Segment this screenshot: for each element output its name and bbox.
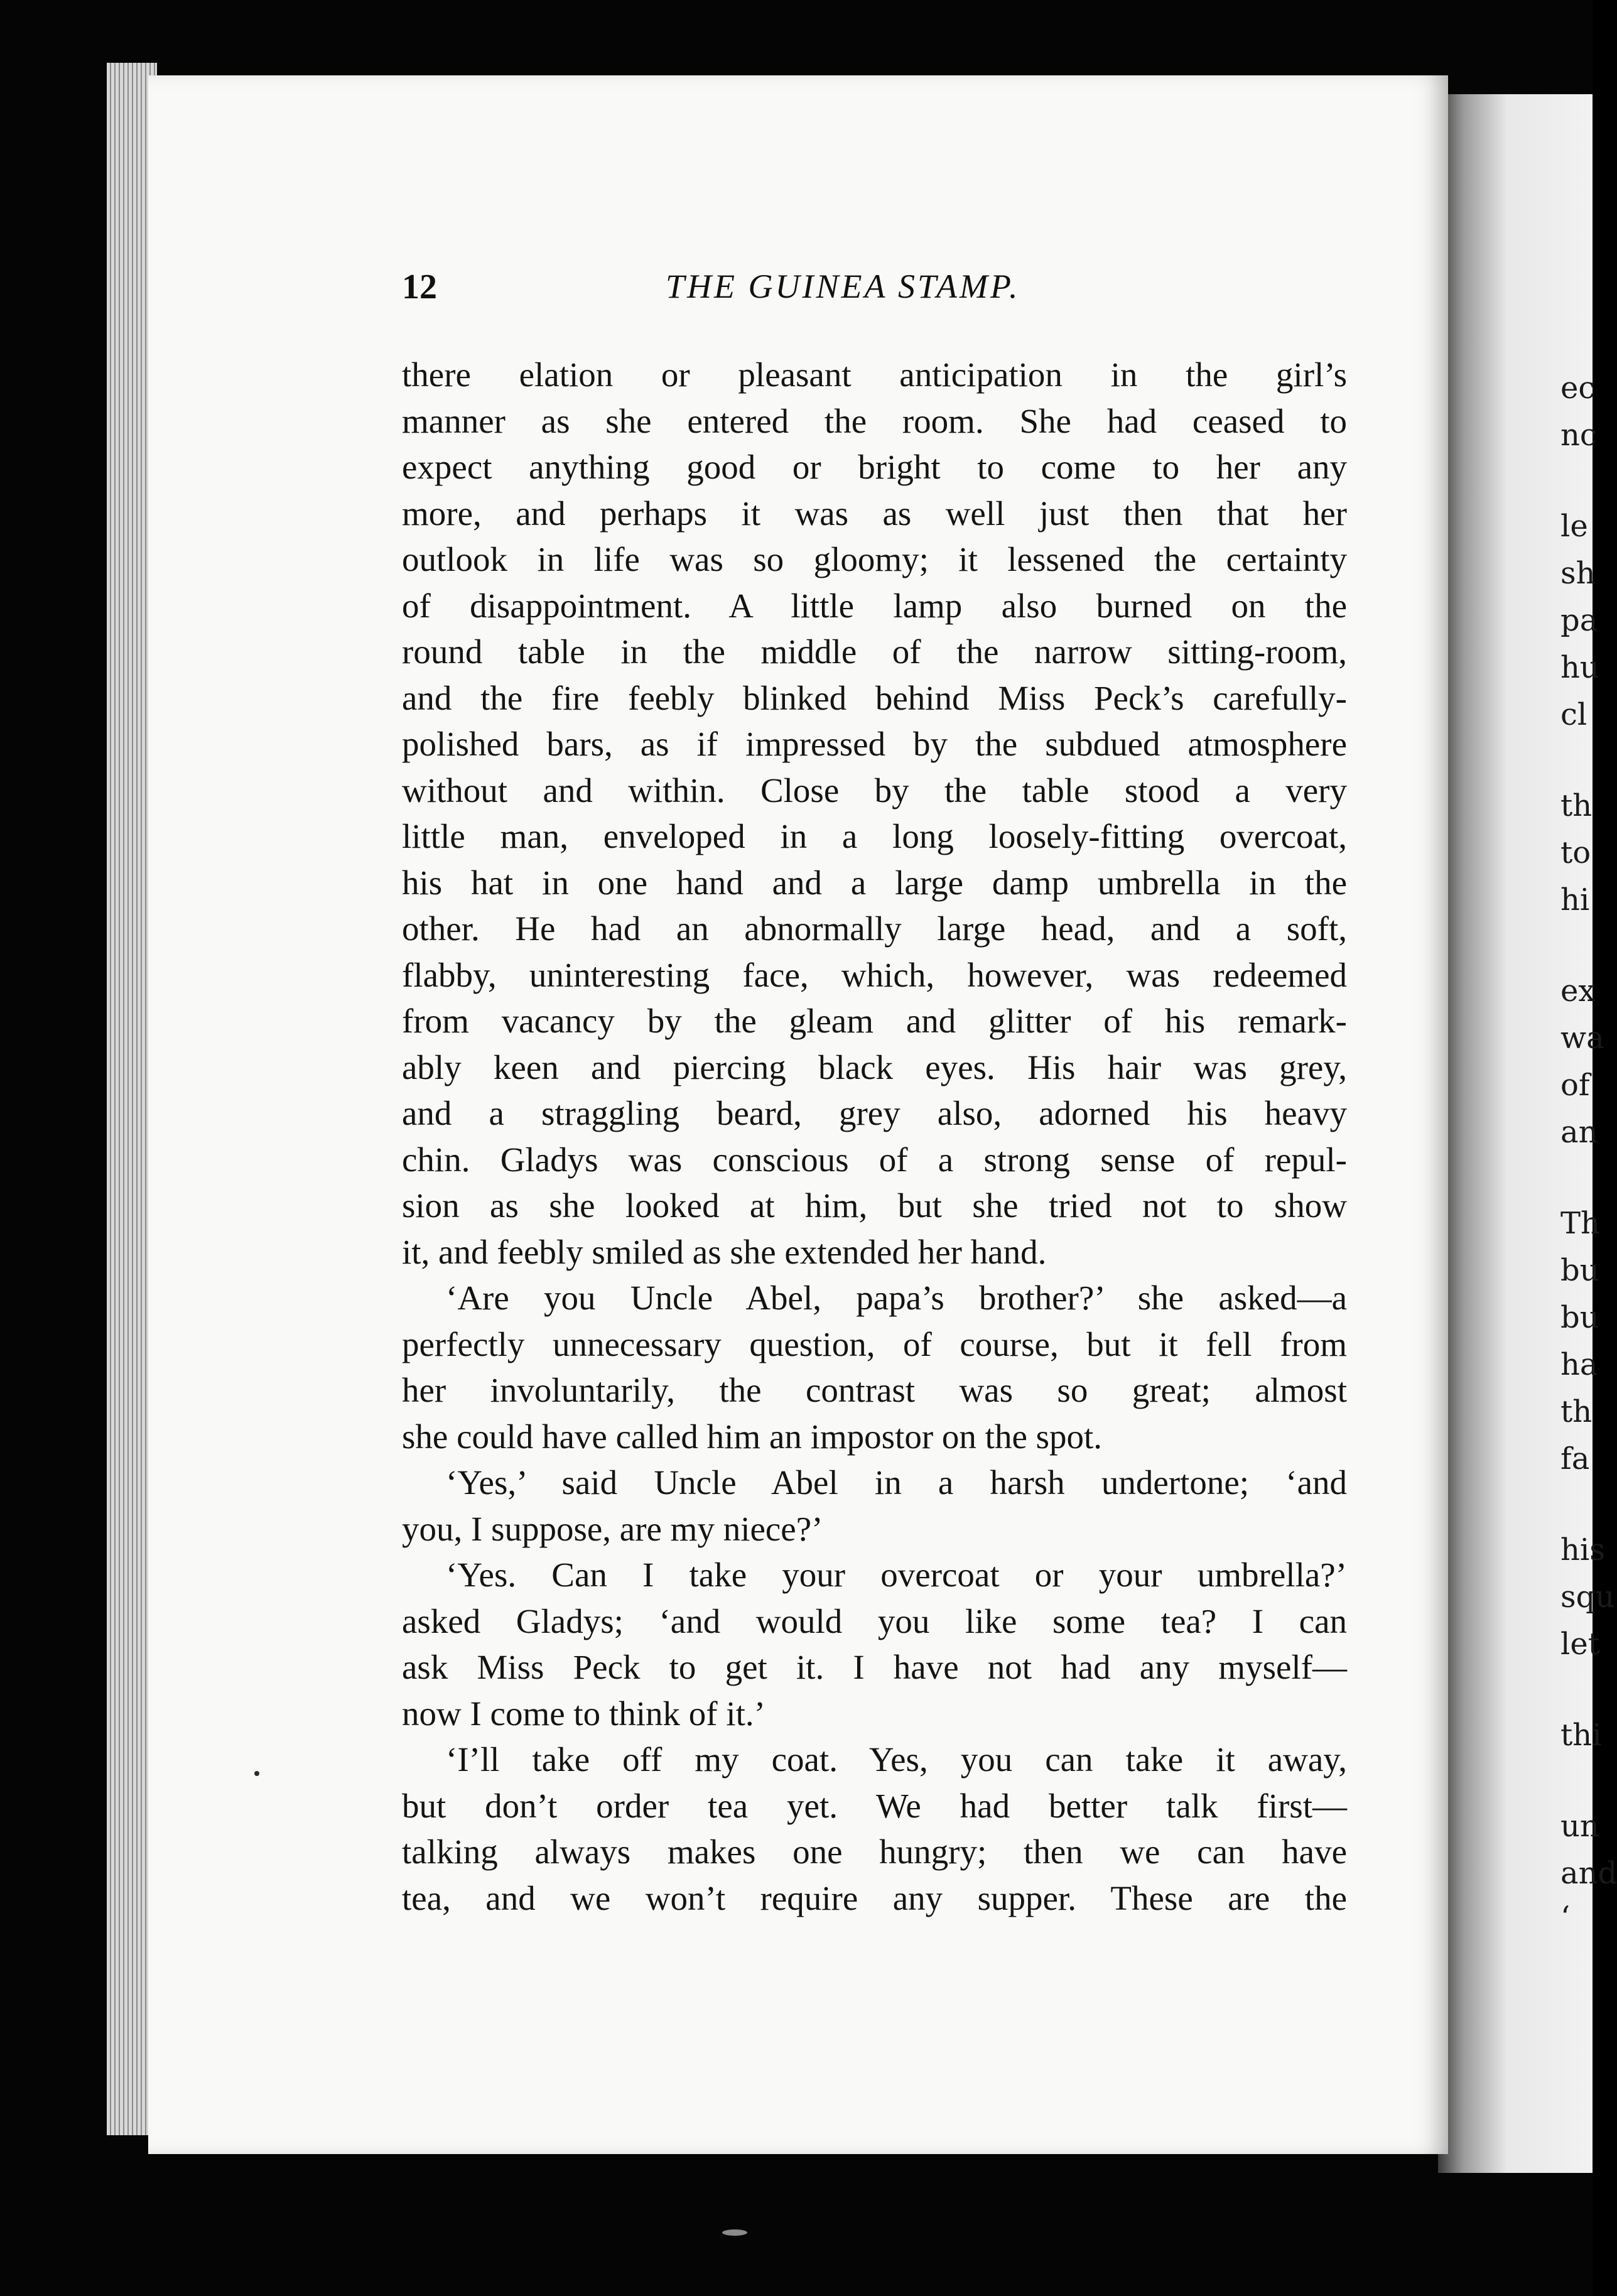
running-title: THE GUINEA STAMP. [666,268,1020,305]
text-line: it, and feebly smiled as she extended her hand. [402,1232,1047,1271]
text-line: tea, and we won’t require any supper. These are the [402,1878,1347,1917]
text-line: there elation or pleasant anticipation in the girl’s [402,355,1347,394]
text-line: chin. Gladys was conscious of a strong sense of repul- [402,1140,1347,1179]
text-line: expect anything good or bright to come to her any [402,448,1347,486]
facing-fragment: and [1560,1856,1617,1891]
facing-fragment: thi [1560,1718,1602,1753]
facing-fragment: pa [1560,603,1598,638]
facing-fragment: le [1560,509,1588,544]
facing-fragment: to [1560,835,1591,870]
text-line: ‘Yes,’ said Uncle Abel in a harsh undertone; ‘and [446,1463,1347,1502]
facing-fragment: un [1560,1809,1599,1844]
facing-fragment: of [1560,1068,1590,1103]
page-number: 12 [402,268,437,306]
text-line: asked Gladys; ‘and would you like some tea? I can [402,1601,1347,1640]
facing-fragment: bu [1560,1253,1599,1288]
text-line: ‘I’ll take off my coat. Yes, you can take it away, [446,1740,1347,1779]
facing-fragment: let [1560,1627,1601,1662]
text-line: little man, enveloped in a long loosely-fitting overcoat, [402,817,1347,855]
text-line: ‘Are you Uncle Abel, papa’s brother?’ she asked—a [446,1279,1347,1317]
text-line: other. He had an abnormally large head, and a soft, [402,909,1347,948]
text-line: without and within. Close by the table stood a very [402,771,1347,810]
text-line: she could have called him an impostor on the spot. [402,1417,1103,1456]
text-line: and the fire feebly blinked behind Miss Peck’s carefully- [402,678,1347,717]
text-line: manner as she entered the room. She had ceased to [402,401,1347,440]
text-line: but don’t order tea yet. We had better talk first— [402,1786,1347,1825]
facing-fragment: th [1560,788,1593,823]
text-line: now I come to think of it.’ [402,1694,765,1733]
scan-speck [254,1771,259,1776]
text-line: from vacancy by the gleam and glitter of his remark- [402,1002,1347,1040]
facing-fragment: wa [1560,1021,1604,1056]
facing-fragment: bu [1560,1300,1599,1335]
text-line: ‘Yes. Can I take your overcoat or your umbrella?’ [446,1556,1347,1594]
facing-fragment: th [1560,1394,1593,1429]
text-line: ask Miss Peck to get it. I have not had any myself— [402,1648,1347,1686]
facing-fragment: ha [1560,1347,1598,1382]
text-line: you, I suppose, are my niece?’ [402,1509,823,1548]
facing-fragment: fa [1560,1441,1590,1476]
text-line: his hat in one hand and a large damp umbrella in the [402,863,1347,902]
facing-fragment: ‘ [1560,1900,1571,1935]
text-line: of disappointment. A little lamp also burned on the [402,586,1347,625]
body-text [402,352,1347,1921]
facing-fragment: squ [1560,1579,1615,1615]
facing-fragment: nc [1560,418,1597,453]
text-line: her involuntarily, the contrast was so great; almost [402,1371,1347,1409]
scan-speck [722,2229,747,2236]
text-line: polished bars, as if impressed by the subdued atmosphere [402,725,1347,763]
text-line: flabby, uninteresting face, which, however, was redeemed [402,955,1347,994]
facing-fragment: his [1560,1532,1605,1568]
facing-fragment: cl [1560,697,1587,732]
facing-fragment: Th [1560,1206,1600,1241]
facing-fragment: ec [1560,371,1596,406]
text-line: perfectly unnecessary question, of course, but it fell from [402,1324,1347,1363]
text-line: and a straggling beard, grey also, adorned his heavy [402,1094,1347,1132]
text-line: talking always makes one hungry; then we can have [402,1833,1347,1871]
facing-fragment: hi [1560,882,1590,918]
text-line: outlook in life was so gloomy; it lessened the certainty [402,540,1347,578]
text-line: round table in the middle of the narrow sitting-room, [402,632,1347,671]
facing-fragment: hu [1560,650,1599,685]
facing-fragment: sh [1560,556,1596,591]
text-line: more, and perhaps it was as well just then that her [402,494,1347,533]
text-line: ably keen and piercing black eyes. His hair was grey, [402,1048,1347,1086]
facing-fragment: ex [1560,973,1596,1009]
facing-fragment: an [1560,1115,1598,1150]
text-line: sion as she looked at him, but she tried not to show [402,1186,1347,1225]
